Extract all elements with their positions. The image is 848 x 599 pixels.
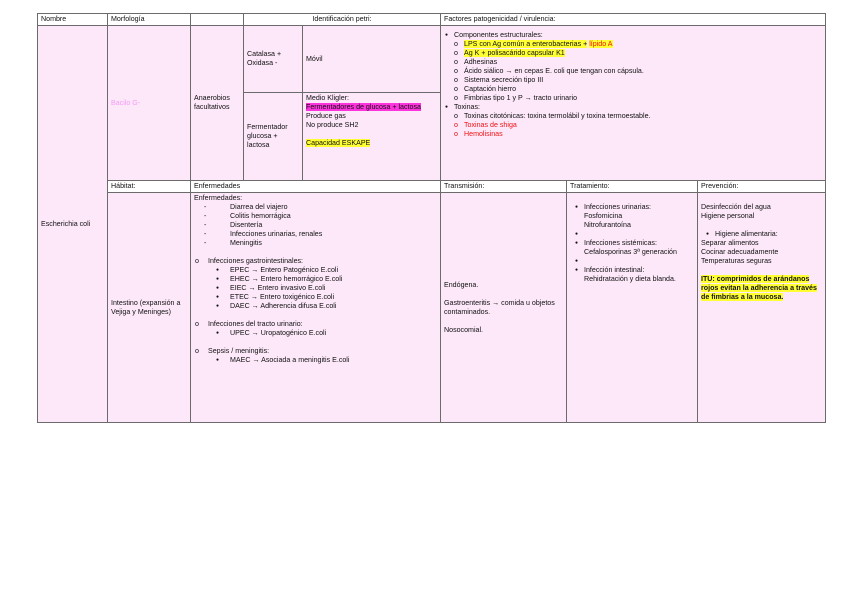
urinario-title: o Infecciones del tracto urinario: <box>194 320 437 329</box>
header-habitat: Hábitat: <box>108 181 191 193</box>
habitat-cell: Intestino (expansión a Vejiga y Meninges) <box>108 193 191 423</box>
fermentador-cell: Fermentador glucosa + lactosa <box>244 93 303 181</box>
medio-gas: Produce gas <box>306 112 346 120</box>
toxina-hemolisinas: o Hemolisinas <box>444 130 822 139</box>
enfermedad-item: - Colitis hemorrágica <box>194 212 437 221</box>
prevencion-cocinar: Cocinar adecuadamente <box>701 248 779 256</box>
gastro-title: o Infecciones gastrointestinales: <box>194 257 437 266</box>
medio-kligler-cell <box>303 93 441 181</box>
toxina-citotonicas: o Toxinas citotónicas: toxina termolábil y toxina termoestable. <box>444 112 822 121</box>
factores-cell <box>441 26 826 181</box>
metabolismo-cell: Anaerobios facultativos <box>191 26 244 181</box>
header-blank <box>191 14 244 26</box>
sepsis-item: ● MAEC → Asociada a meningitis E.coli <box>194 356 437 365</box>
urinario-item: ● UPEC → Uropatogénico E.coli <box>194 329 437 338</box>
pathogen-table <box>37 13 826 423</box>
enfermedad-item: - Infecciones urinarias, renales <box>194 230 437 239</box>
enfermedad-item: - Meningitis <box>194 239 437 248</box>
prevencion-higiene: Higiene personal <box>701 212 755 220</box>
header-identificacion: Identificación petri: <box>244 14 441 26</box>
header-prevencion: Prevención: <box>698 181 826 193</box>
transmision-endogena: Endógena. <box>444 280 479 289</box>
factor-fimbrias: o Fimbrias tipo 1 y P → tracto urinario <box>444 94 822 103</box>
toxinas-title: ● Toxinas: <box>444 103 822 112</box>
factor-adhesinas: o Adhesinas <box>444 58 822 67</box>
factor-sistema: o Sistema secreción tipo III <box>444 76 822 85</box>
enfermedad-item: - Disentería <box>194 221 437 230</box>
sepsis-title: o Sepsis / meningitis: <box>194 347 437 356</box>
tratamiento-sistemicas: ● Infecciones sistémicas: Cefalosporinas 3ª generación <box>574 239 694 257</box>
nombre-cell: Escherichia coli <box>38 26 108 423</box>
transmision-cell <box>441 193 567 423</box>
movil-cell: Móvil <box>303 26 441 93</box>
toxina-shiga: o Toxinas de shiga <box>444 121 822 130</box>
morfologia-cell: Bacilo G- <box>108 26 191 181</box>
factor-lps: o LPS con Ag común a enterobacterias + lípido A <box>444 40 822 49</box>
enfermedad-item: - Diarrea del viajero <box>194 203 437 212</box>
transmision-gastro: Gastroenteritis → comida u objetos contaminados. <box>444 298 555 316</box>
gastro-item: ● EPEC → Entero Patogénico E.coli <box>194 266 437 275</box>
header-enfermedades: Enfermedades <box>191 181 441 193</box>
tratamiento-urinarias: ● Infecciones urinarias: Fosfomicina Nitrofurantoína <box>574 203 694 230</box>
prevencion-alimentaria: ● Higiene alimentaria: <box>705 230 822 239</box>
factor-acido-sialico: o Ácido siálico → en cepas E. coli que tengan con cápsula. <box>444 67 822 76</box>
enfermedades-cell <box>191 193 441 423</box>
prevencion-cell <box>698 193 826 423</box>
componentes-title: ● Componentes estructurales: <box>444 31 822 40</box>
prevencion-temperaturas: Temperaturas seguras <box>701 257 772 265</box>
factor-agk: o Ag K + polisacárido capsular K1 <box>444 49 822 58</box>
gastro-item: ● EIEC → Entero invasivo E.coli <box>194 284 437 293</box>
header-nombre: Nombre <box>38 14 108 26</box>
capacidad-eskape: Capacidad ESKAPE <box>306 139 371 147</box>
header-factores: Factores patogenicidad / virulencia: <box>441 14 826 26</box>
tratamiento-cell <box>567 193 698 423</box>
catalasa-cell: Catalasa + Oxidasa - <box>244 26 303 93</box>
header-morfologia: Morfología <box>108 14 191 26</box>
prevencion-separar: Separar alimentos <box>701 239 759 247</box>
enfermedades-title: Enfermedades: <box>194 194 243 202</box>
factor-captacion: o Captación hierro <box>444 85 822 94</box>
gastro-item: ● EHEC → Entero hemorrágico E.coli <box>194 275 437 284</box>
medio-fermentadores: Fermentadores de glucosa + lactosa <box>306 103 421 111</box>
header-tratamiento: Tratamiento: <box>567 181 698 193</box>
medio-sh2: No produce SH2 <box>306 121 359 129</box>
tratamiento-intestinal: ● Infección intestinal: Rehidratación y dieta blanda. <box>574 266 694 284</box>
transmision-nosocomial: Nosocomial. <box>444 325 484 334</box>
prevencion-agua: Desinfección del agua <box>701 203 771 211</box>
gastro-item: ● DAEC → Adherencia difusa E.coli <box>194 302 437 311</box>
header-transmision: Transmisión: <box>441 181 567 193</box>
medio-title: Medio Kligler: <box>306 94 349 102</box>
prevencion-itu: ITU: comprimidos de arándanos rojos evitan la adherencia a través de fimbrias a la mucosa. <box>701 275 817 301</box>
gastro-item: ● ETEC → Entero toxigénico E.coli <box>194 293 437 302</box>
